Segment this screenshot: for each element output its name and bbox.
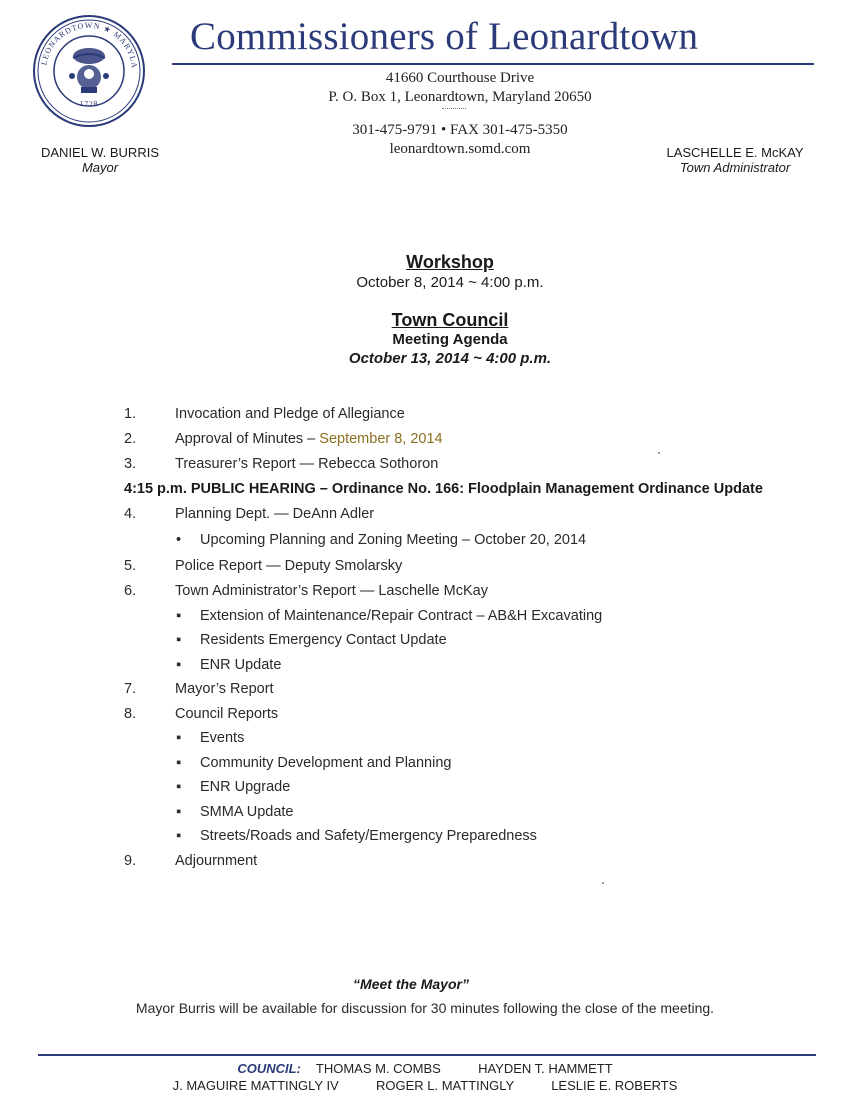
mayor-name: DANIEL W. BURRIS: [41, 145, 159, 160]
scan-speck: [658, 452, 660, 454]
agenda-number: 4.: [124, 506, 137, 522]
bullet-icon: ▪: [176, 657, 182, 673]
organization-title: Commissioners of Leonardtown: [190, 15, 699, 58]
administrator-title: Town Administrator: [679, 160, 791, 175]
agenda-number: 6.: [124, 583, 137, 599]
bullet-icon: ▪: [176, 755, 182, 771]
minutes-date-link[interactable]: September 8, 2014: [319, 431, 443, 447]
meeting-date: October 13, 2014 ~ 4:00 p.m.: [348, 350, 552, 367]
street-address: 41660 Courthouse Drive: [385, 70, 535, 86]
agenda-subtitle: Meeting Agenda: [392, 331, 508, 348]
minutes-label: Approval of Minutes –: [175, 431, 320, 447]
bullet-icon: ▪: [176, 608, 182, 624]
bullet-icon: ▪: [176, 828, 182, 844]
sub-item: Events: [200, 730, 245, 746]
council-member: THOMAS M. COMBS: [315, 1061, 441, 1076]
bullet-icon: ▪: [176, 779, 182, 795]
website: leonardtown.somd.com: [389, 141, 531, 157]
sub-item: Streets/Roads and Safety/Emergency Preparedness: [200, 828, 537, 844]
separator-dots: [442, 108, 466, 110]
sub-item: Residents Emergency Contact Update: [200, 632, 447, 648]
council-title: Town Council: [391, 310, 509, 330]
agenda-number: 2.: [124, 431, 137, 447]
sub-item: SMMA Update: [200, 804, 294, 820]
agenda-item-mayor: Mayor’s Report: [175, 681, 274, 697]
council-member: J. MAGUIRE MATTINGLY IV: [172, 1078, 339, 1093]
sub-item: Extension of Maintenance/Repair Contract – AB&H Excavating: [200, 608, 603, 624]
workshop-date: October 8, 2014 ~ 4:00 p.m.: [356, 274, 544, 291]
agenda-number: 3.: [124, 456, 137, 472]
workshop-title: Workshop: [406, 252, 494, 272]
council-member: LESLIE E. ROBERTS: [551, 1078, 678, 1093]
agenda-item-administrator: Town Administrator’s Report — Laschelle McKay: [175, 583, 488, 599]
agenda-item-police: Police Report — Deputy Smolarsky: [175, 558, 403, 574]
phone-fax: 301-475-9791 • FAX 301-475-5350: [352, 122, 568, 138]
agenda-number: 8.: [124, 706, 137, 722]
agenda-number: 7.: [124, 681, 137, 697]
bullet-icon: •: [176, 532, 182, 548]
mayor-block: [30, 145, 170, 175]
council-label: COUNCIL:: [237, 1061, 301, 1076]
sub-item: ENR Upgrade: [200, 779, 291, 795]
sub-item: Upcoming Planning and Zoning Meeting – October 20, 2014: [200, 532, 587, 548]
administrator-name: LASCHELLE E. McKAY: [666, 145, 804, 160]
bullet-icon: ▪: [176, 730, 182, 746]
agenda-number: 5.: [124, 558, 137, 574]
sub-item: Community Development and Planning: [200, 755, 452, 771]
public-hearing: 4:15 p.m. PUBLIC HEARING – Ordinance No. 166: Floodplain Management Ordinance Update: [124, 481, 763, 497]
agenda-item-treasurer: Treasurer’s Report — Rebecca Sothoron: [175, 456, 439, 472]
agenda-number: 9.: [124, 853, 137, 869]
agenda-item-minutes: [175, 431, 443, 447]
town-seal-logo: [32, 14, 146, 128]
sub-item: ENR Update: [200, 657, 282, 673]
header-divider: [172, 63, 814, 65]
agenda-item-adjournment: Adjournment: [175, 853, 258, 869]
bullet-icon: ▪: [176, 804, 182, 820]
agenda-item-invocation: Invocation and Pledge of Allegiance: [175, 406, 405, 422]
footer-divider: [38, 1054, 816, 1056]
agenda-item-planning: Planning Dept. — DeAnn Adler: [175, 506, 375, 522]
svg-text:1728: 1728: [78, 98, 100, 109]
mailing-address: P. O. Box 1, Leonardtown, Maryland 20650: [328, 89, 592, 105]
agenda-number: 1.: [124, 406, 137, 422]
administrator-block: [650, 145, 820, 175]
svg-text:LEONARDTOWN ★ MARYLAND: LEONARDTOWN ★ MARYLA: [39, 21, 140, 70]
council-member: HAYDEN T. HAMMETT: [478, 1061, 613, 1076]
meet-mayor-title: “Meet the Mayor”: [353, 976, 469, 992]
meet-mayor-text: Mayor Burris will be available for discussion for 30 minutes following the close of the meeting.: [135, 1000, 715, 1016]
council-member: ROGER L. MATTINGLY: [375, 1078, 514, 1093]
bullet-icon: ▪: [176, 632, 182, 648]
agenda-item-council-reports: Council Reports: [175, 706, 279, 722]
scan-speck: [602, 882, 604, 884]
mayor-title: Mayor: [81, 160, 119, 175]
council-line-1: [0, 1061, 850, 1076]
council-line-2: [0, 1078, 850, 1093]
